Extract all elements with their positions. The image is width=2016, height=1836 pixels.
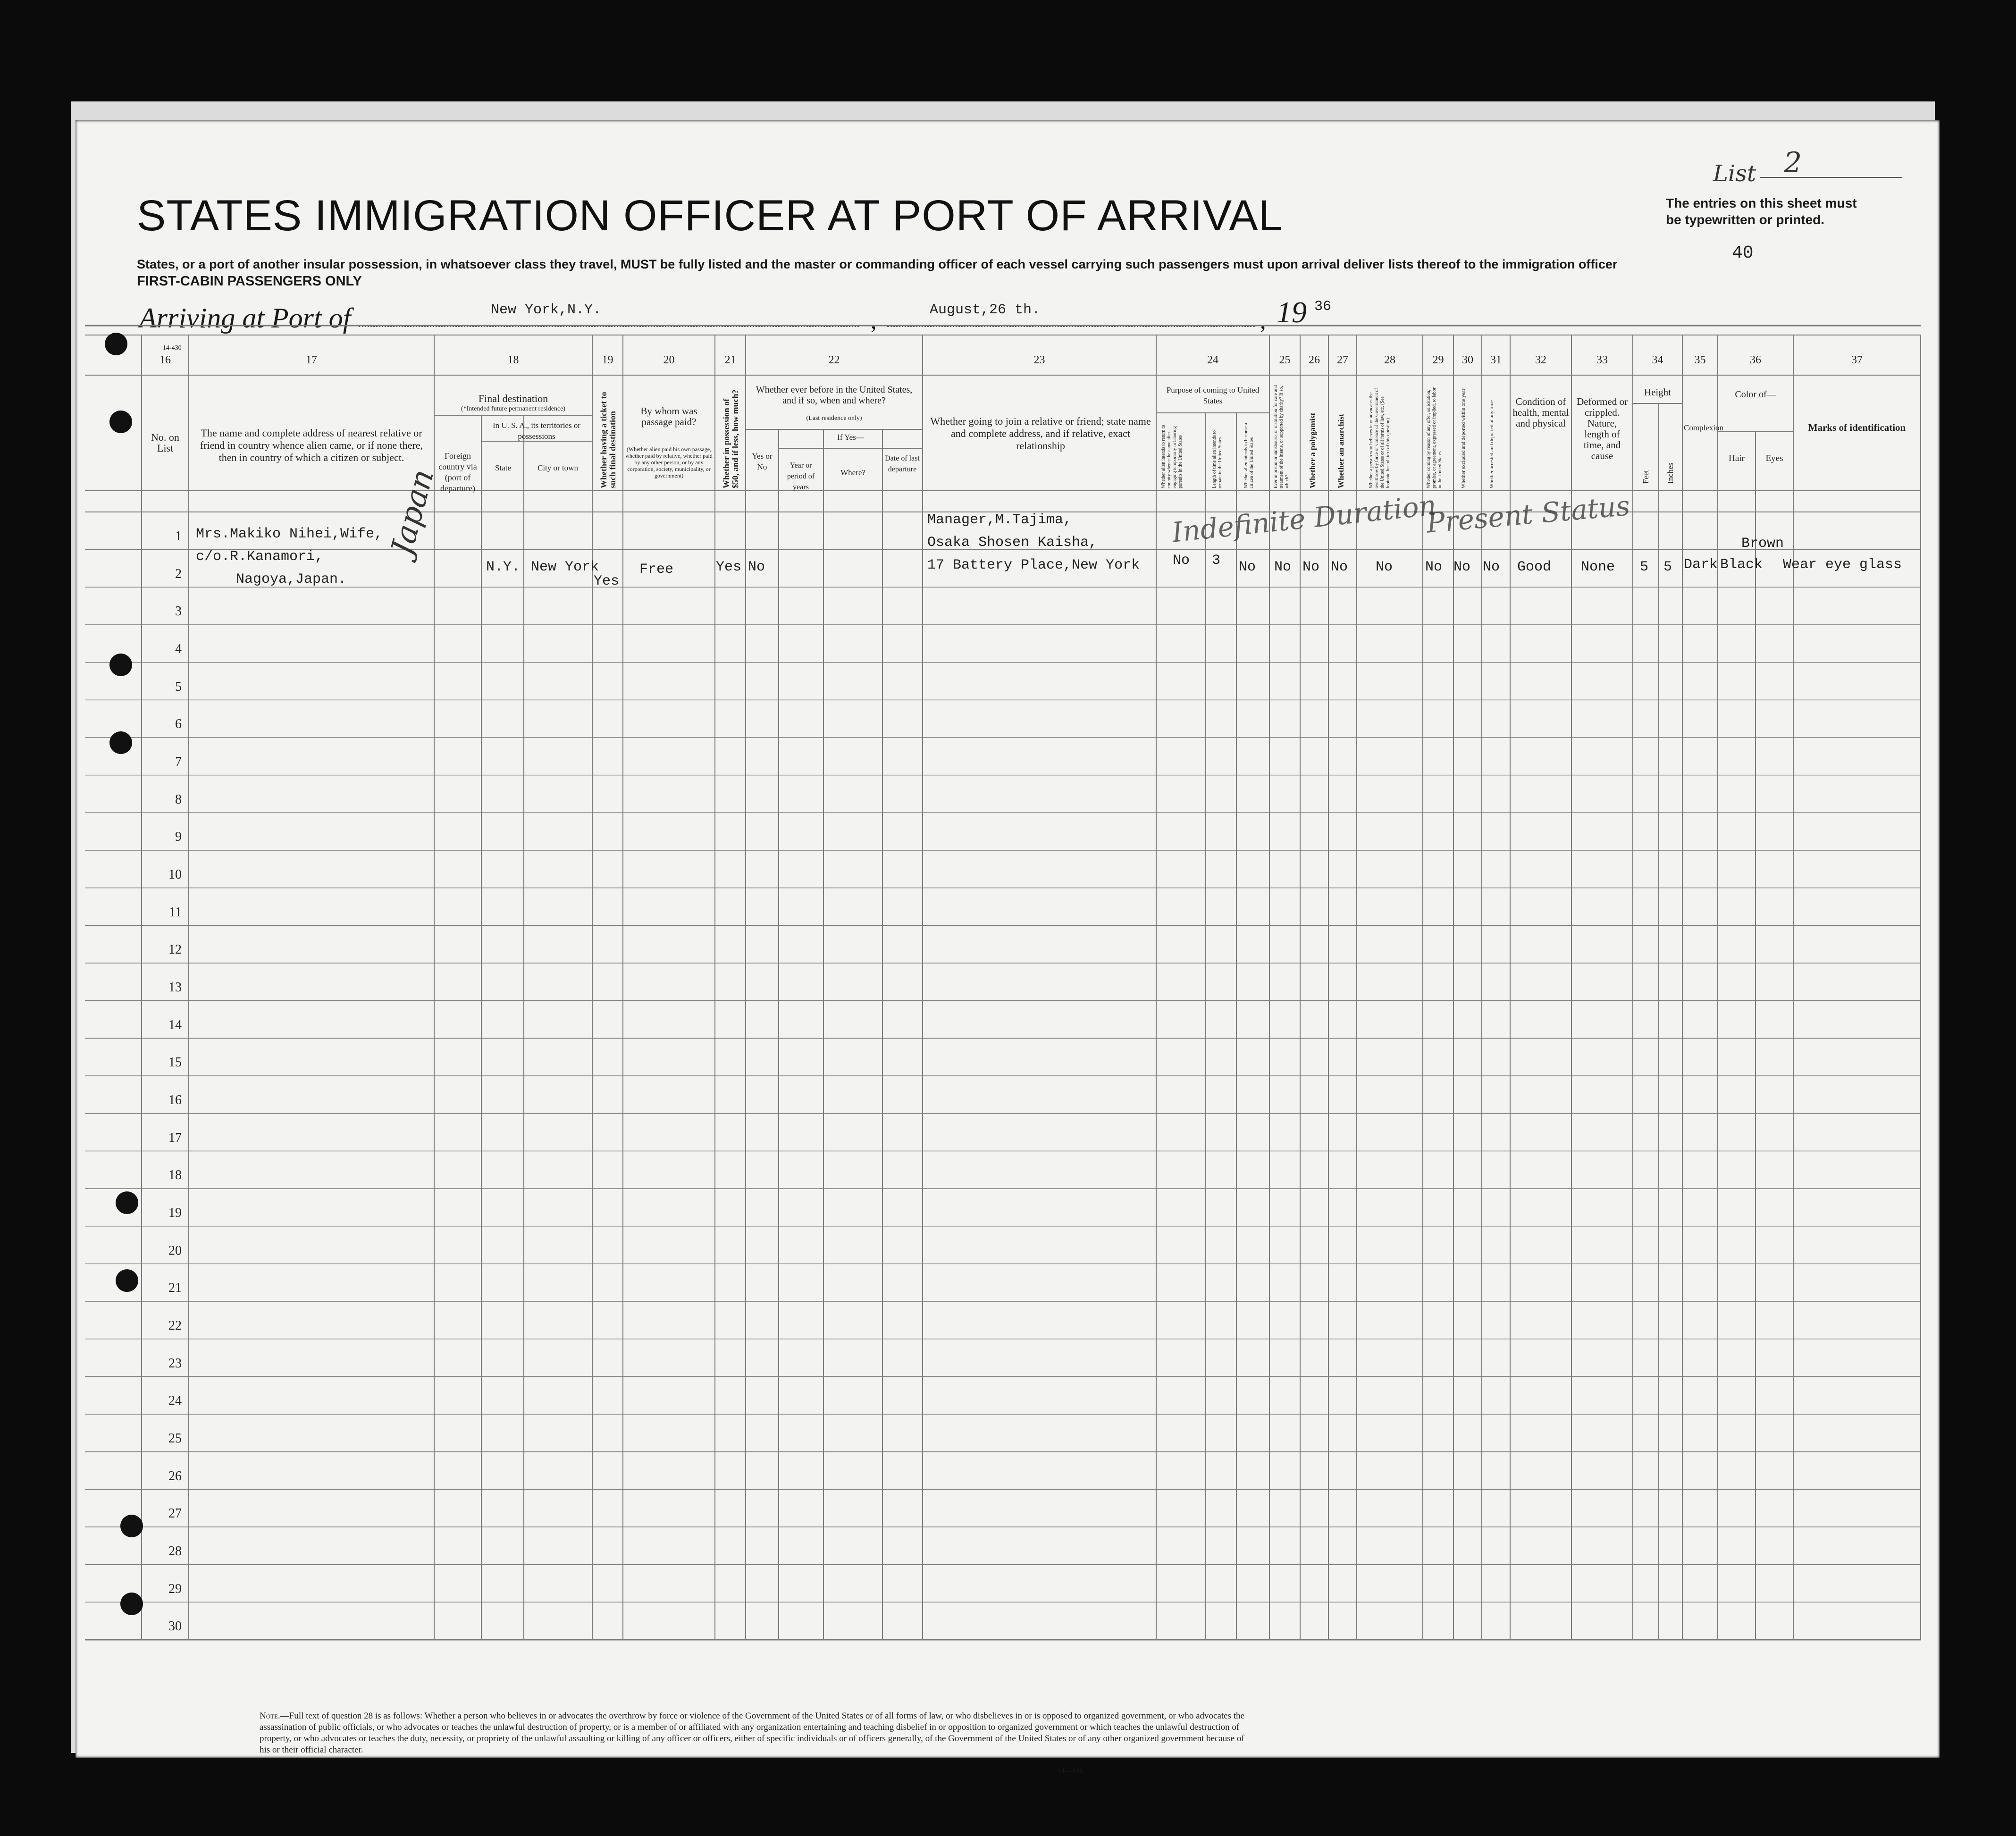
status-handwritten: Present Status: [1425, 489, 1631, 539]
header-eyes: Eyes: [1765, 453, 1783, 463]
row-number: 5: [175, 679, 182, 694]
col-num-25: 25: [1279, 354, 1291, 366]
row-number: 9: [175, 830, 182, 845]
header-purpose: Purpose of coming to United States: [1166, 386, 1260, 405]
list-label: List: [1713, 160, 1756, 187]
header-passage-paid: By whom was passage paid?: [640, 405, 697, 428]
header-prison: Ever in prison or almshouse, or institution for care and treatment of the insane, or supported by charity? If so, which?: [1273, 385, 1290, 488]
col-num-17: 17: [306, 354, 317, 366]
header-ever-before-sub: (Last residence only): [806, 415, 862, 422]
form-code-top: 14-430: [163, 344, 182, 352]
before-in-us-answer: No: [748, 559, 765, 575]
row-number: 14: [168, 1017, 182, 1032]
col-num-23: 23: [1033, 354, 1045, 366]
anarchist-answer: No: [1331, 559, 1348, 575]
row-number: 1: [175, 528, 182, 544]
col-num-28: 28: [1384, 354, 1395, 366]
header-q30: Whether excluded and deported within one year: [1461, 388, 1466, 488]
row-number: 19: [168, 1205, 182, 1220]
col-num-29: 29: [1432, 354, 1444, 366]
header-hair: Hair: [1729, 453, 1745, 463]
polygamist-answer: No: [1302, 559, 1320, 575]
row-number: 8: [175, 792, 182, 807]
header-money: Whether in possession of $50, and if less, how much?: [722, 389, 740, 488]
purpose-a-answer: No: [1173, 553, 1190, 569]
header-inches: Inches: [1666, 462, 1675, 484]
header-q29: Whether coming by reason of any offer, solicitation, promise, or agreement, expressed or implied, to labor in the United States: [1426, 387, 1443, 488]
port-of-arrival: New York,N.Y.: [491, 302, 602, 318]
col-num-35: 35: [1694, 354, 1706, 366]
header-date-departure: Date of last departure: [885, 454, 920, 473]
joining-line-3: 17 Battery Place,New York: [927, 557, 1140, 573]
row-number: 15: [168, 1055, 182, 1070]
marks-answer: Wear eye glass: [1783, 557, 1902, 573]
arriving-label: Arriving at Port of: [139, 302, 351, 334]
entries-note-1: The entries on this sheet must: [1666, 196, 1857, 210]
money-answer: Yes: [716, 559, 742, 575]
header-height: Height: [1644, 386, 1672, 398]
header-purpose-a: Whether alien intends to return to country whence he came after engaging temporarily in laboring pursuits in the United States: [1161, 425, 1183, 488]
passage-paid-answer: Free: [639, 562, 674, 578]
row-number: 18: [168, 1168, 182, 1183]
comma-2: ,: [1260, 307, 1266, 334]
year-suffix: 36: [1314, 299, 1332, 315]
foreign-country-handwritten: Japan: [385, 466, 441, 559]
header-purpose-c: Whether alien intends to become a citizen of the United States: [1243, 423, 1254, 488]
height-inches: 5: [1663, 559, 1672, 575]
row-number: 21: [168, 1281, 182, 1296]
punch-hole: [109, 731, 132, 754]
row-number: 2: [175, 566, 182, 581]
punch-hole: [116, 1191, 138, 1214]
row-number: 12: [168, 942, 182, 957]
q28-answer: No: [1376, 559, 1393, 575]
col-num-26: 26: [1309, 354, 1320, 366]
joining-line-1: Manager,M.Tajima,: [927, 512, 1072, 528]
col-num-19: 19: [602, 354, 613, 366]
row-number: 27: [168, 1506, 182, 1521]
header-final-destination: Final destination: [478, 393, 548, 404]
q30-answer: No: [1453, 559, 1471, 575]
relative-line-3: Nagoya,Japan.: [236, 571, 347, 587]
list-number: 2: [1784, 146, 1802, 179]
punch-hole: [109, 411, 132, 433]
col-num-31: 31: [1490, 354, 1502, 366]
comma-1: ,: [871, 307, 877, 334]
col-num-20: 20: [663, 354, 675, 366]
header-complexion: Complexion: [1684, 423, 1724, 432]
joining-line-2: Osaka Shosen Kaisha,: [927, 535, 1098, 551]
hair-answer: Brown: [1741, 536, 1784, 552]
punch-hole: [109, 654, 132, 676]
eyes-answer: Black: [1720, 557, 1763, 573]
row-number: 26: [168, 1468, 182, 1484]
header-final-destination-sub: (*Intended future permanent residence): [461, 405, 566, 412]
row-number: 7: [175, 754, 182, 769]
passenger-class: FIRST-CABIN PASSENGERS ONLY: [137, 274, 362, 289]
col-num-16: 16: [160, 354, 171, 366]
header-marks: Marks of identification: [1808, 422, 1906, 433]
manifest-sheet: [76, 120, 1940, 1775]
punch-hole: [120, 1593, 143, 1615]
footnote: Note.—Full text of question 28 is as follows: Whether a person who believes in or advocates the overthrow by force or violence of the Government of the United States or of all forms of law, or who disbelieves in or is opposed to organized government, or who advocates the assassination of public officials, or who advocates or teaches the unlawful destruction of property, or is a member of or affiliated with any organization entertaining and teaching disbelief in or opposition to organized government or which teaches the unlawful destruction of property, or who advocates or teaches the duty, necessity, or propriety of the unlawful assaulting or killing of any officer or officers, either of specific individuals or of officers generally, of the Government of the United States or of any other organized government because of his or their official character.: [260, 1711, 1244, 1755]
header-anarchist: Whether an anarchist: [1336, 413, 1345, 488]
header-in-usa: In U. S. A., its territories or possessions: [492, 421, 581, 441]
col-num-18: 18: [507, 354, 519, 366]
header-joining: Whether going to join a relative or friend; state name and complete address, and if relative, exact relationship: [930, 415, 1151, 452]
row-number: 25: [168, 1431, 182, 1446]
complexion-answer: Dark: [1684, 557, 1718, 573]
row-number: 6: [175, 717, 182, 732]
col-num-33: 33: [1596, 354, 1608, 366]
header-ticket: Whether having a ticket to such final destination: [599, 392, 617, 488]
header-deformed: Deformed or crippled. Nature, length of time, and cause: [1577, 396, 1628, 461]
header-feet: Feet: [1641, 469, 1650, 484]
ticket-answer: Yes: [594, 573, 620, 589]
row-number: 11: [169, 905, 182, 920]
col-num-24: 24: [1207, 354, 1218, 366]
row-number: 30: [168, 1619, 182, 1634]
relative-line-2: c/o.R.Kanamori,: [196, 549, 324, 565]
purpose-b-answer: 3: [1212, 553, 1221, 569]
header-yes-no: Yes or No: [752, 452, 773, 471]
row-number: 20: [168, 1243, 182, 1258]
row-number: 3: [175, 604, 182, 619]
header-state: State: [495, 463, 511, 472]
header-passage-paid-sub: (Whether alien paid his own passage, whether paid by relative, whether paid by any other person, or by any corporation, society, municipality, or government): [625, 446, 713, 479]
col-num-32: 32: [1535, 354, 1546, 366]
col-num-36: 36: [1750, 354, 1761, 366]
header-years: Year or period of years: [787, 461, 815, 491]
page-title: STATES IMMIGRATION OFFICER AT PORT OF ARRIVAL: [137, 192, 1283, 240]
punch-hole: [105, 333, 127, 355]
row-number: 29: [168, 1581, 182, 1596]
health-answer: Good: [1517, 559, 1552, 575]
col-num-27: 27: [1337, 354, 1348, 366]
row-number: 28: [168, 1543, 182, 1559]
arrival-date: August,26 th.: [930, 302, 1041, 318]
col-num-22: 22: [828, 354, 840, 366]
row-number: 23: [168, 1356, 182, 1371]
height-feet: 5: [1640, 559, 1649, 575]
header-purpose-b: Length of time alien intends to remain in the United States: [1212, 430, 1223, 488]
row-number: 4: [175, 641, 182, 656]
header-nearest-relative: The name and complete address of nearest relative or friend in country whence alien came, or if none there, then in country of which a citizen or subject.: [200, 427, 423, 463]
col-num-37: 37: [1851, 354, 1863, 366]
destination-city: New York: [531, 559, 599, 575]
header-no-on-list: No. on List: [151, 431, 179, 454]
year-prefix: 19: [1277, 295, 1307, 329]
q29-answer: No: [1425, 559, 1443, 575]
row-number: 10: [168, 867, 182, 882]
relative-line-1: Mrs.Makiko Nihei,Wife,: [196, 526, 383, 542]
row-number: 22: [168, 1318, 182, 1333]
row-number: 17: [168, 1130, 182, 1145]
col-num-30: 30: [1462, 354, 1473, 366]
header-q28: Whether a person who believes in or advocates the overthrow by force or violence of the Government of the United States or of all forms of law, etc. (See footnote for full text of this question): [1369, 388, 1391, 488]
punch-hole: [120, 1515, 143, 1537]
prison-answer: No: [1274, 559, 1292, 575]
header-if-yes: If Yes—: [837, 433, 864, 442]
destination-state: N.Y.: [486, 559, 521, 575]
header-polygamist: Whether a polygamist: [1308, 412, 1317, 488]
header-city: City or town: [538, 463, 578, 472]
purpose-c-answer: No: [1239, 559, 1256, 575]
punch-hole: [116, 1269, 138, 1292]
instructions-text: States, or a port of another insular possession, in whatsoever class they travel, MUST be fully listed and the master or commanding officer of each vessel carrying such passengers must upon arrival deliver lists thereof to the immigration officer: [137, 257, 1618, 271]
col-num-21: 21: [724, 354, 736, 366]
q31-answer: No: [1483, 559, 1500, 575]
form-code-bottom: 14—430: [1057, 1767, 1084, 1775]
header-foreign-country: Foreign country via (port of departure): [438, 451, 477, 493]
header-q31: Whether arrested and deported at any time: [1489, 400, 1495, 488]
row-number: 24: [168, 1393, 182, 1408]
row-number: 13: [168, 980, 182, 995]
sheet-number: 40: [1732, 243, 1754, 263]
duration-handwritten: Indefinite Duration: [1170, 489, 1438, 549]
header-ever-before: Whether ever before in the United States, and if so, when and where?: [756, 385, 913, 406]
col-num-34: 34: [1652, 354, 1663, 366]
deformed-answer: None: [1581, 559, 1615, 575]
entries-note-2: be typewritten or printed.: [1666, 212, 1825, 227]
header-color-of: Color of—: [1735, 389, 1776, 400]
header-where: Where?: [840, 468, 865, 477]
header-health: Condition of health, mental and physical: [1512, 396, 1569, 429]
row-number: 16: [168, 1092, 182, 1107]
